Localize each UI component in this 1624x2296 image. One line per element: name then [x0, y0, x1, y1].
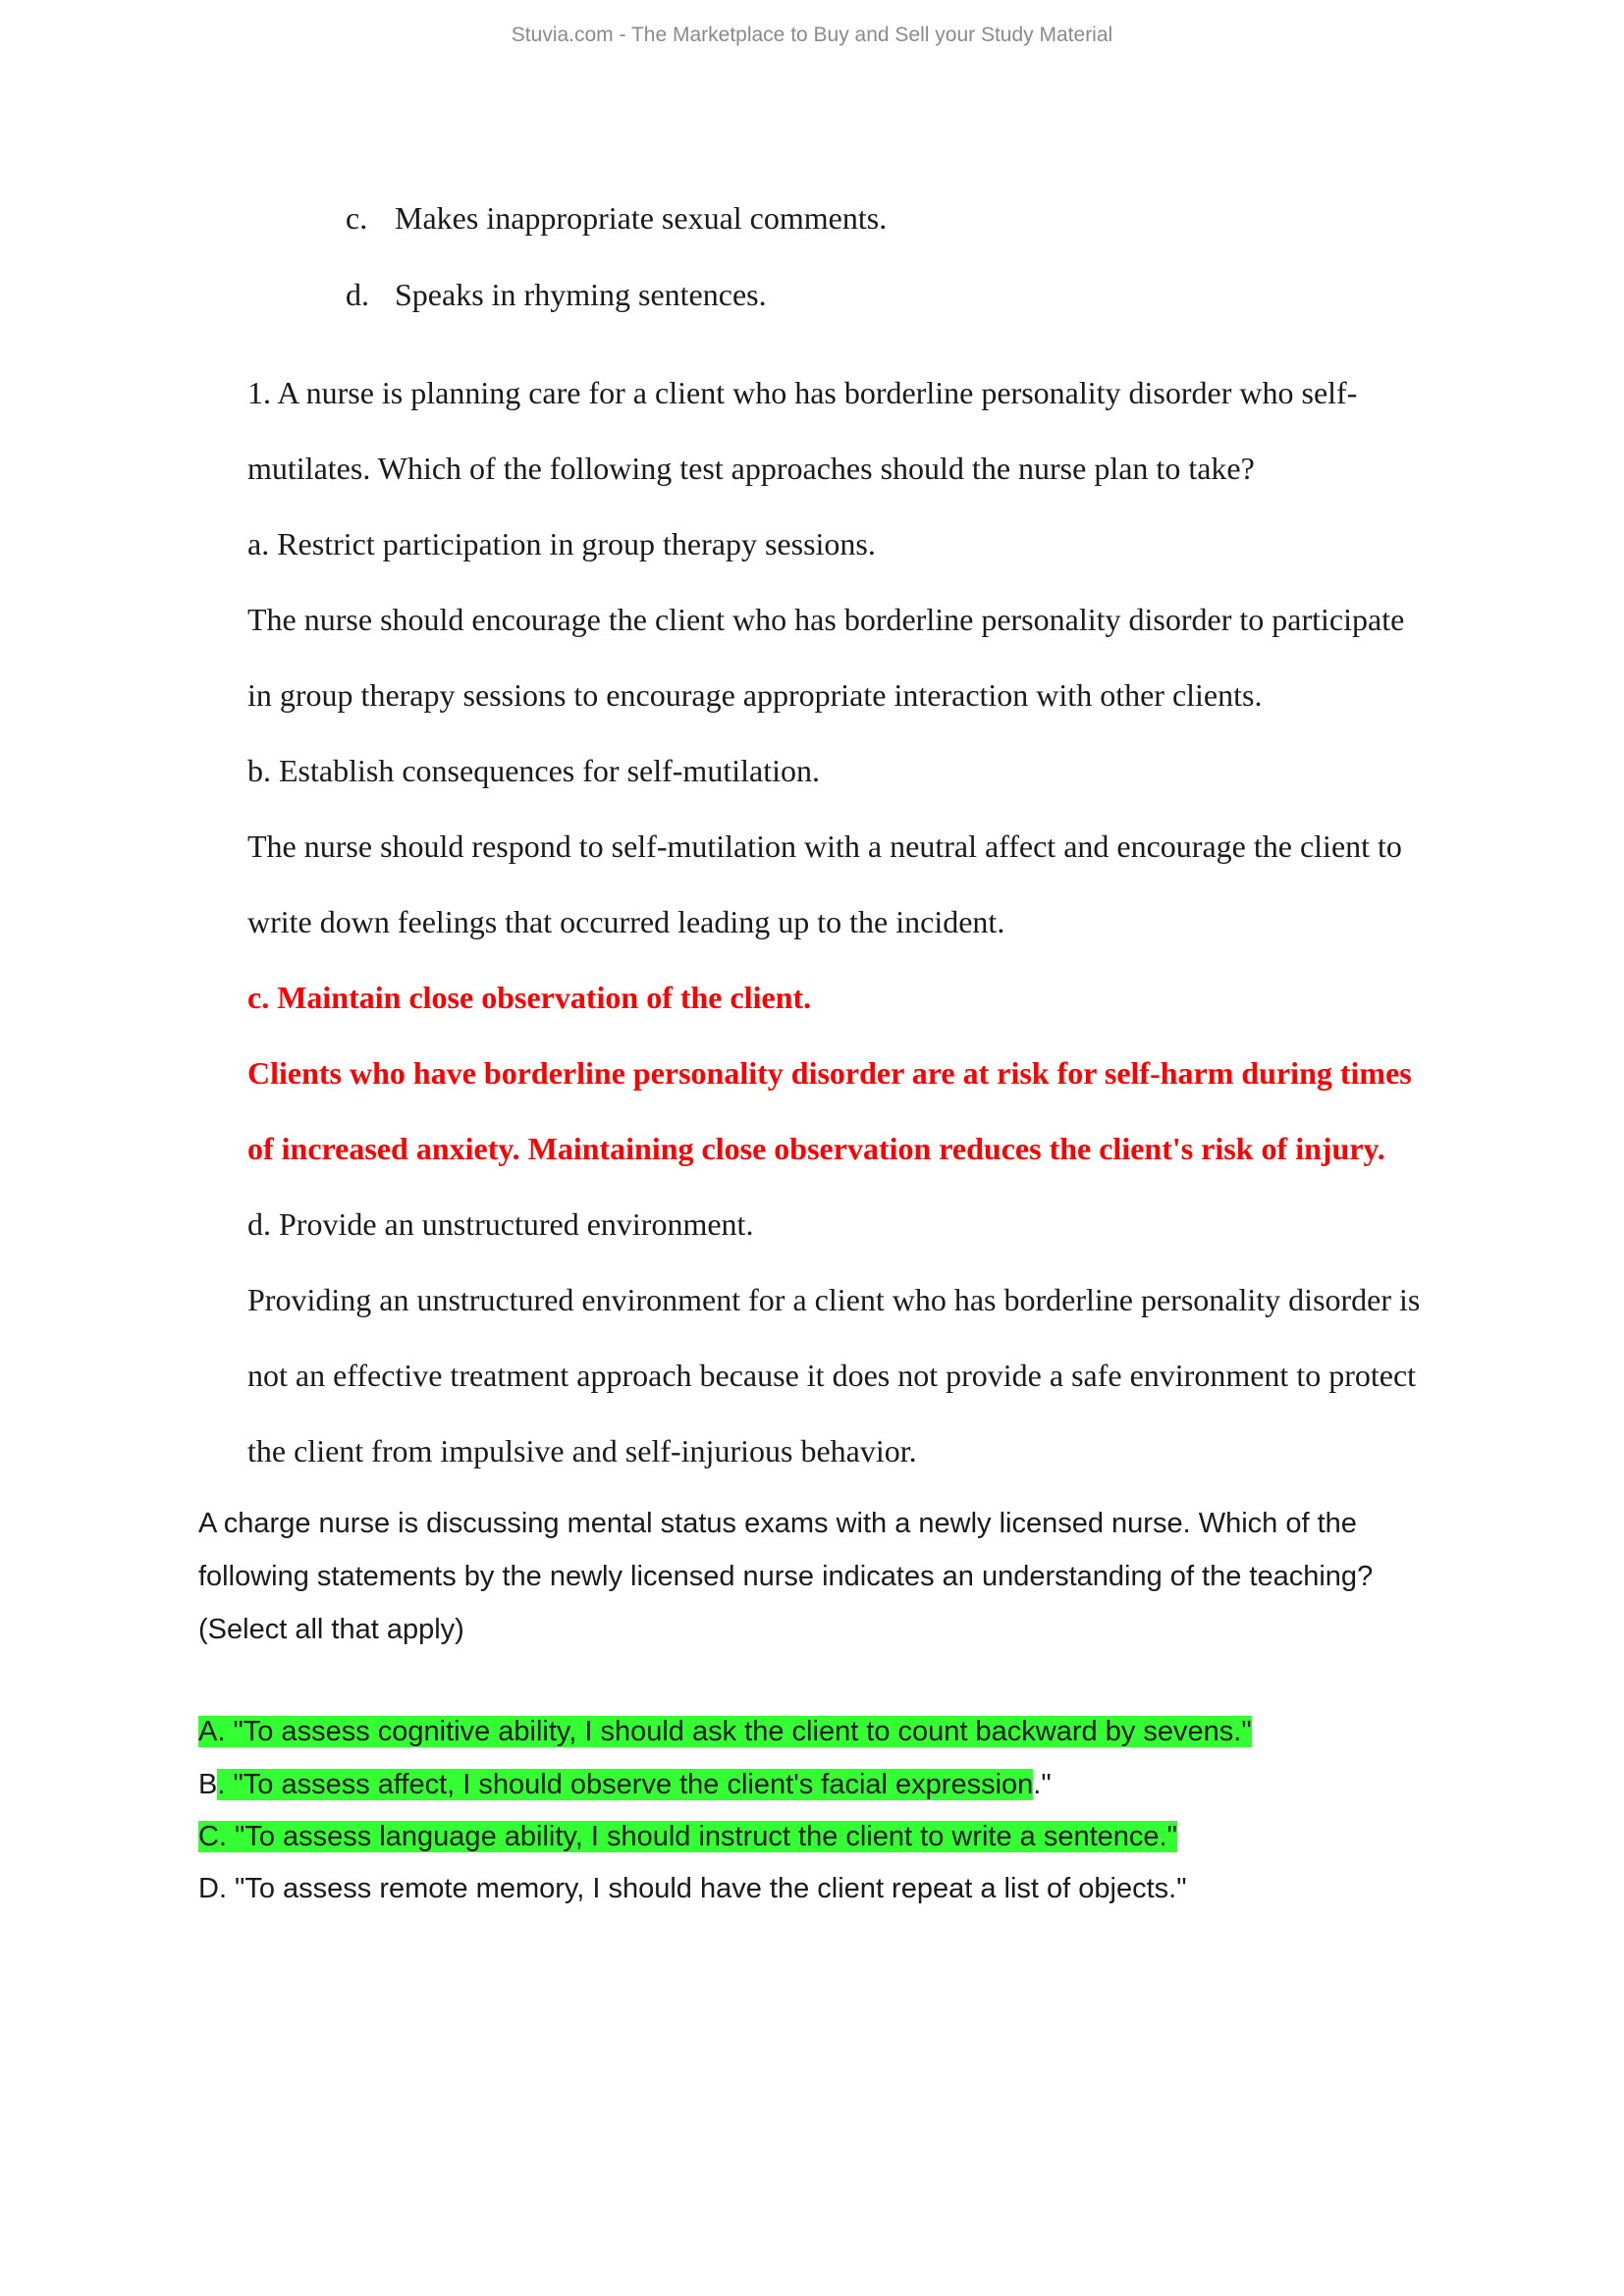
prev-option-d	[346, 275, 767, 314]
q1-stem-line1: 1. A nurse is planning care for a client who has borderline personality disorder who self-	[247, 375, 1358, 410]
q1-option-b: b. Establish consequences for self-mutilation.	[247, 753, 820, 788]
q1-rationale-d-line2: not an effective treatment approach because it does not provide a safe environment to protect	[247, 1358, 1417, 1393]
option-text: Speaks in rhyming sentences.	[395, 277, 767, 312]
q1-rationale-a-line1: The nurse should encourage the client who has borderline personality disorder to participate	[247, 602, 1405, 637]
q1-option-d: d. Provide an unstructured environment.	[247, 1206, 754, 1242]
q1-rationale-b-line2: write down feelings that occurred leading up to the incident.	[247, 904, 1005, 939]
q2-option-d: D. "To assess remote memory, I should have the client repeat a list of objects."	[198, 1873, 1187, 1904]
option-letter: d.	[346, 277, 369, 312]
q1-rationale-d-line3: the client from impulsive and self-injurious behavior.	[247, 1433, 917, 1468]
q1-option-c-correct: c. Maintain close observation of the client.	[247, 980, 812, 1015]
q2-stem-line3: (Select all that apply)	[198, 1614, 464, 1645]
q1-rationale-b-line1: The nurse should respond to self-mutilation with a neutral affect and encourage the client to	[247, 828, 1402, 864]
q1-rationale-c-line2: of increased anxiety. Maintaining close observation reduces the client's risk of injury.	[247, 1131, 1385, 1166]
prev-option-c	[346, 198, 887, 238]
q2-option-c	[198, 1819, 1177, 1854]
correct-highlight: A. "To assess cognitive ability, I should ask the client to count backward by sevens."	[198, 1716, 1252, 1747]
correct-highlight: C. "To assess language ability, I should instruct the client to write a sentence."	[198, 1821, 1177, 1852]
option-letter: c.	[346, 200, 368, 236]
q1-rationale-d-line1: Providing an unstructured environment for a client who has borderline personality disorder is	[247, 1282, 1421, 1317]
correct-highlight: . "To assess affect, I should observe the client's facial expression	[217, 1769, 1034, 1800]
stuvia-watermark-header: Stuvia.com - The Marketplace to Buy and Sell your Study Material	[511, 24, 1113, 46]
q2-stem-line1: A charge nurse is discussing mental status exams with a newly licensed nurse. Which of the	[198, 1508, 1357, 1539]
q1-option-a: a. Restrict participation in group therapy sessions.	[247, 526, 876, 561]
q2-option-a	[198, 1714, 1252, 1749]
option-b-suffix: ."	[1033, 1769, 1052, 1800]
q2-stem-line2: following statements by the newly licensed nurse indicates an understanding of the teaching?	[198, 1561, 1374, 1592]
q1-rationale-c-line1: Clients who have borderline personality disorder are at risk for self-harm during times	[247, 1055, 1412, 1091]
q1-rationale-a-line2: in group therapy sessions to encourage appropriate interaction with other clients.	[247, 677, 1263, 713]
q2-option-b	[198, 1767, 1052, 1802]
q1-stem-line2: mutilates. Which of the following test approaches should the nurse plan to take?	[247, 451, 1255, 486]
option-b-prefix: B	[198, 1769, 218, 1800]
option-text: Makes inappropriate sexual comments.	[395, 200, 888, 236]
